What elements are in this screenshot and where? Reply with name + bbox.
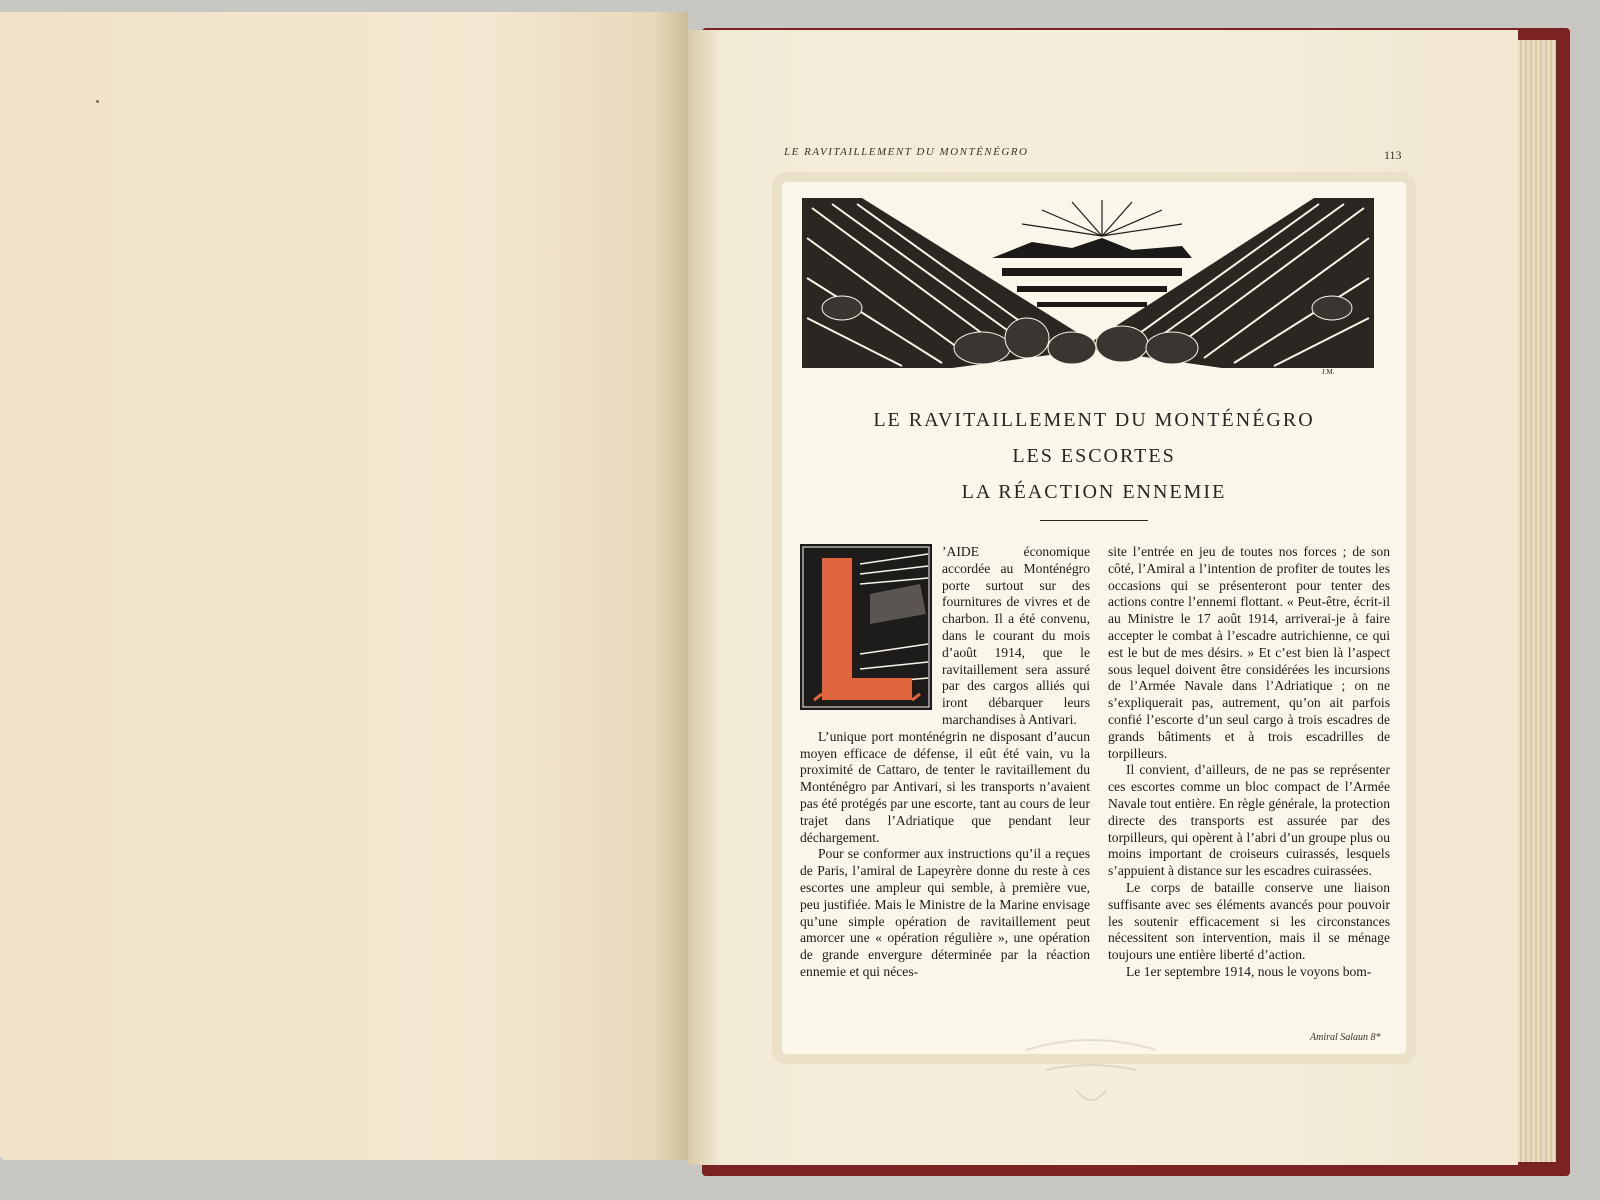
text-column-left bbox=[800, 544, 1090, 981]
paper-watermark bbox=[1016, 1030, 1166, 1120]
text-frame bbox=[772, 172, 1416, 1064]
title-rule bbox=[1040, 520, 1148, 521]
paper-speck bbox=[96, 100, 99, 103]
right-page bbox=[688, 30, 1518, 1165]
chapter-title-line-3: LA RÉACTION ENNEMIE bbox=[961, 481, 1227, 503]
paragraph: site l’entrée en jeu de toutes nos forces ; de son côté, l’Amiral a l’intention de profiter de toutes les occasions qui se présenteront pour tenter des actions contre l’ennemi flottant. « Peut-être, écrit-il au Ministre le 17 août 1914, arriverai-je à faire accepter le combat à l’escadre autrichienne, ce qui est le but de mes désirs. » Et c’est bien là l’aspect sous lequel doivent être considérées les incursions de l’Armée Navale dans l’Adriatique ; on ne s’expliquerait pas, autrement, qu’on ait parfois confié l’escorte d’un seul cargo à trois escadres de grands bâtiments et à trois escadrilles de torpilleurs. bbox=[1108, 544, 1390, 761]
paragraph: Pour se conformer aux instructions qu’il a reçues de Paris, l’amiral de Lapeyrère donne du reste à ces escortes une ampleur qui semble, à première vue, peu justifiée. Mais le Ministre de la Marine envisage qu’une simple opération de ravitaillement peut amorcer une « opération régulière », une opération de grande envergure déterminée par la réaction ennemie et qui néces- bbox=[800, 846, 1090, 979]
text-column-right bbox=[1108, 544, 1390, 981]
paragraph: Le corps de bataille conserve une liaison suffisante avec ses éléments avancés pour pouvoir les soutenir efficacement si les circonstances nécessitent son intervention, mais il se ménage toujours une entière liberté d’action. bbox=[1108, 879, 1390, 963]
paragraph: Il convient, d’ailleurs, de ne pas se représenter ces escortes comme un bloc compact de l’Armée Navale tout entière. En règle générale, la protection directe des transports est assurée par des torpilleurs, qui opèrent à l’abri d’un groupe plus ou moins important de croiseurs cuirassés, lesquels s’appuient à distance sur les escadres cuirassées. bbox=[1108, 762, 1390, 879]
drop-cap-container bbox=[800, 544, 938, 712]
running-head: LE RAVITAILLEMENT DU MONTÉNÉGRO bbox=[784, 146, 1029, 158]
paragraph: L’unique port monténégrin ne disposant d’aucun moyen efficace de défense, il eût été vain, vu la proximité de Cattaro, de tenter le ravitaillement du Monténégro par Antivari, si les transports n’avaient pas été protégés par une escorte, tant au cours de leur trajet dans l’Adriatique que pendant leur déchargement. bbox=[800, 728, 1090, 845]
chapter-title-line-1: LE RAVITAILLEMENT DU MONTÉNÉGRO bbox=[873, 409, 1315, 431]
drop-cap-L-illustration bbox=[800, 544, 932, 710]
left-blank-page bbox=[0, 12, 688, 1160]
paragraph: ’AIDE économique accordée au Monténégro porte surtout sur des fournitures de vivres et de charbon. Il a été convenu, dans le courant du mois d’août 1914, que le ravitaillement sera assuré par des cargos alliés qui iront débarquer leurs marchandises à Antivari. bbox=[942, 544, 1090, 727]
woodcut-signature: J.M. bbox=[1322, 368, 1335, 376]
footer-signature: Amiral Salaun 8* bbox=[1310, 1032, 1381, 1043]
chapter-title-line-2: LES ESCORTES bbox=[1012, 445, 1176, 467]
woodcut-headpiece-illustration bbox=[802, 198, 1374, 378]
page-edges bbox=[1512, 40, 1556, 1162]
page-number: 113 bbox=[1384, 148, 1402, 162]
chapter-titles bbox=[782, 402, 1406, 521]
paragraph: Le 1er septembre 1914, nous le voyons bom- bbox=[1126, 963, 1372, 979]
